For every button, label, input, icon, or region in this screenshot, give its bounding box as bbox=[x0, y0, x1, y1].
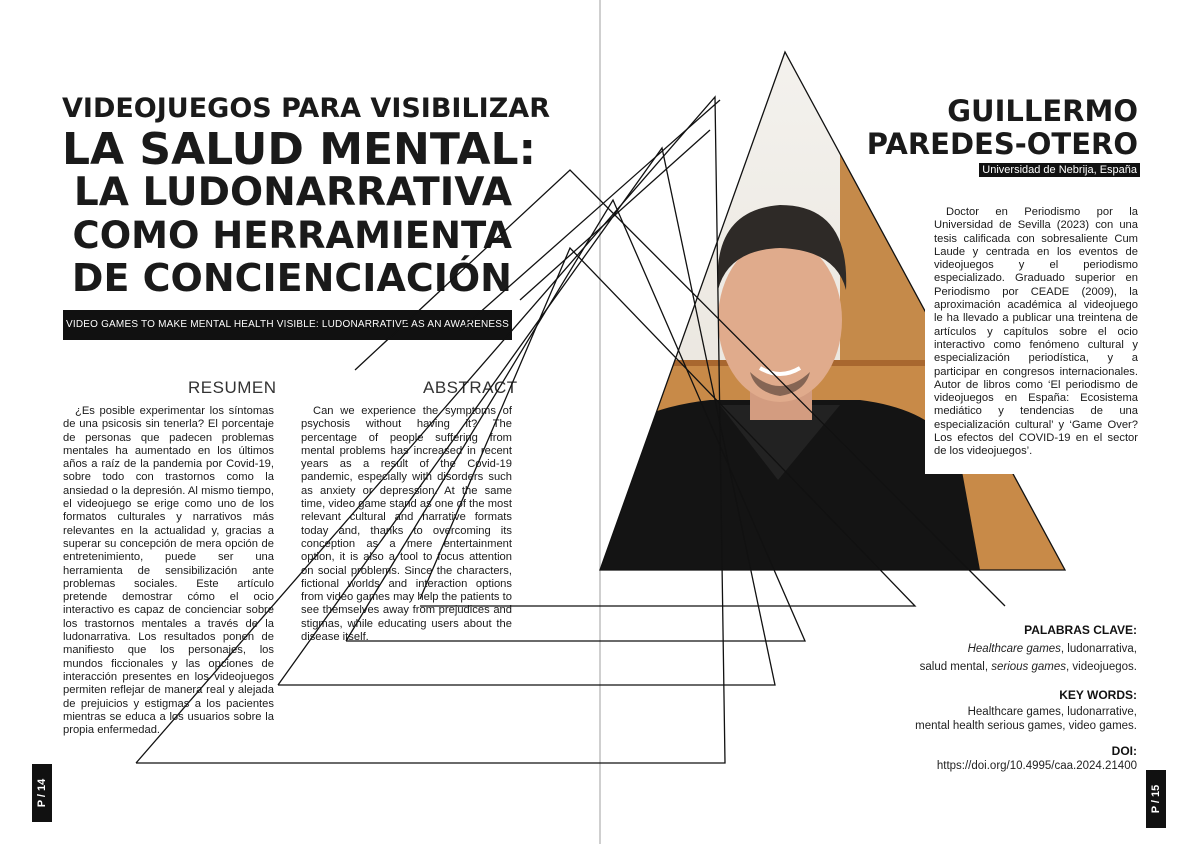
triangle-line-1 bbox=[136, 97, 725, 763]
author-affiliation: Universidad de Nebrija, España bbox=[979, 163, 1140, 177]
title-line-1: VIDEOJUEGOS PARA VISIBILIZAR bbox=[62, 93, 550, 124]
palabras-clave-heading: PALABRAS CLAVE: bbox=[1024, 623, 1137, 637]
doi-link[interactable]: https://doi.org/10.4995/caa.2024.21400 bbox=[936, 760, 1137, 772]
title-line-5: DE CONCIENCIACIÓN bbox=[71, 256, 512, 300]
key-words-line-1: Healthcare games, ludonarrative, bbox=[967, 706, 1137, 718]
abstract-heading: ABSTRACT bbox=[423, 378, 518, 397]
title-line-3: LA LUDONARRATIVA bbox=[73, 170, 512, 215]
triangle-line-6 bbox=[460, 100, 720, 330]
triangle-line-7 bbox=[520, 130, 710, 300]
english-subtitle-bar: VIDEO GAMES TO MAKE MENTAL HEALTH VISIBLE: LUDONARRATIVE AS AN AWARENESS TOOL bbox=[63, 310, 512, 340]
palabras-clave-italic-1: Healthcare games bbox=[967, 643, 1061, 655]
key-words-line-2: mental health serious games, video games. bbox=[915, 720, 1137, 732]
page-number-right-text: P / 15 bbox=[1150, 784, 1162, 814]
palabras-clave-pre-2: salud mental, bbox=[919, 661, 992, 673]
author-bio: Doctor en Periodismo por la Universidad de Sevilla (2023) con una tesis calificada con sobresaliente Cum Laude y centrada en los eventos de videojuegos y el periodismo especializado. Graduado superior en Periodismo por CEADE (2009), la aproximación académica al videojuego le ha llevado a publicar una treintena de artículos y capítulos sobre el ocio interactivo como fenómeno cultural y especialización periodística, y a participar en congresos internacionales. Autor de libros como ‘El periodismo de videojuegos en España: Ecosistema mediático y tendencias de una especialización cultural’ y ‘Game Over? Los efectos del COVID-19 en el sector de los videojuegos’. bbox=[934, 206, 1138, 458]
resumen-text: ¿Es posible experimentar los síntomas de una psicosis sin tenerla? El porcentaje de personas que padecen problemas mentales ha aumentado en los últimos años a raíz de la pandemia por Covid-19, sobre todo con trastornos como la ansiedad o la depresión. Al mismo tiempo, el videojuego se erige como uno de los formatos culturales y narrativos más relevantes en la actualidad y, gracias a superar su concepción de mera opción de entretenimiento, puede ser una herramienta de sensibilización ante problemas sociales. Este artículo pretende demostrar cómo el ocio interactivo es capaz de concienciar sobre los trastornos mentales a través de la ludonarrativa. Los resultados ponen de manifiesto que los personajes, los mundos ficcionales y las opciones de interacción presentes en los videojuegos permiten reflejar de manera real y alejada de prejuicios y estigmas a los pacientes mientras se educa a los usuarios sobre la propia enfermedad. bbox=[63, 405, 274, 737]
author-last-name: PAREDES-OTERO bbox=[866, 127, 1138, 161]
palabras-clave-line-2 bbox=[920, 661, 1137, 673]
resumen-heading: RESUMEN bbox=[188, 378, 277, 397]
triangle-line-4 bbox=[420, 248, 915, 606]
triangle-line-2 bbox=[278, 148, 775, 685]
title-line-2: LA SALUD MENTAL: bbox=[62, 124, 537, 175]
palabras-clave-post-2: , videojuegos. bbox=[1066, 661, 1137, 673]
title-line-4: COMO HERRAMIENTA bbox=[72, 214, 512, 257]
page-number-left-text: P / 14 bbox=[36, 778, 48, 808]
key-words-heading: KEY WORDS: bbox=[1059, 688, 1137, 702]
doi-heading: DOI: bbox=[1111, 744, 1137, 758]
author-first-name: GUILLERMO bbox=[947, 94, 1138, 128]
palabras-clave-italic-2: serious games bbox=[991, 661, 1067, 673]
palabras-clave-rest-1: , ludonarrativa, bbox=[1060, 643, 1137, 655]
palabras-clave-line-1 bbox=[968, 643, 1137, 655]
abstract-text: Can we experience the symptoms of psychosis without having it? The percentage of people suffering from mental problems has increased in recent years as a result of the Covid-19 pandemic, especially with disorders such as anxiety or depression. At the same time, video game stand as one of the most relevant cultural and narrative formats today and, thanks to overcoming its conception as a mere entertainment option, it is also a tool to focus attention on social problems. Since the characters, fictional worlds and interaction options from video games may help the patients to see themselves away from prejudices and stigmas, while educating users about the disease itself. bbox=[301, 405, 512, 644]
